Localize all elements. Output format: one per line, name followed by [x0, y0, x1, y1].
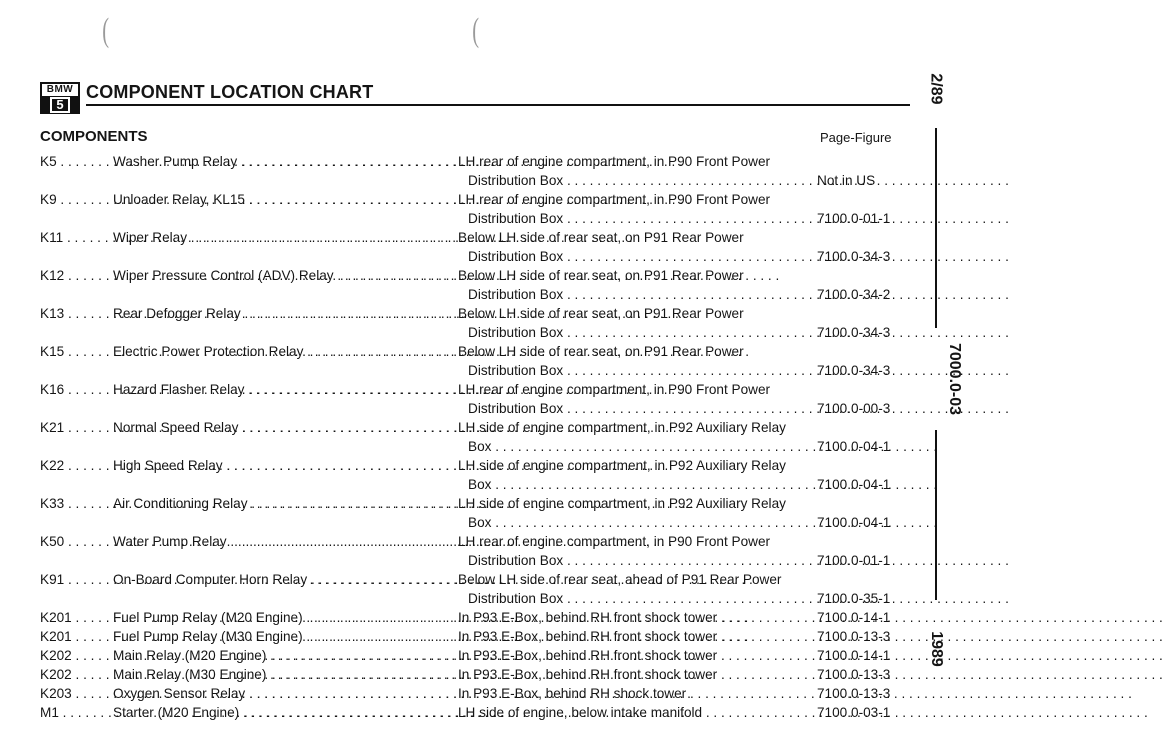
- component-location-cont: Box . . .: [468, 437, 814, 456]
- component-code: M1 . . .: [40, 703, 112, 722]
- component-location: LH side of engine compartment, in P92 Auxiliary Relay: [458, 496, 786, 511]
- table-row: [40, 646, 910, 665]
- page-title: COMPONENT LOCATION CHART: [86, 82, 374, 102]
- logo-top-text: BMW: [40, 82, 80, 98]
- component-code: K203 . . .: [40, 684, 112, 703]
- table-row: [40, 304, 910, 342]
- logo-bottom-text: 5: [50, 97, 70, 113]
- component-location-cont: Distribution Box . . .: [468, 551, 814, 570]
- page-figure: 7100.0-34-2: [817, 287, 891, 302]
- component-name: Unloader Relay, KL15 . . .: [113, 190, 449, 209]
- components-heading: COMPONENTS: [40, 128, 148, 145]
- component-name: Normal Speed Relay . . .: [113, 418, 449, 437]
- component-location: LH rear of engine compartment, in P90 Front Power: [458, 154, 771, 169]
- component-location: In P93 E-Box, behind RH front shock tower . . .: [458, 608, 814, 627]
- component-location: Below LH side of rear seat, on P91 Rear Power: [458, 344, 744, 359]
- table-row: [40, 627, 910, 646]
- component-name: Wiper Pressure Control (ADV) Relay . . .: [113, 266, 449, 285]
- component-name: Wiper Relay . . .: [113, 228, 449, 247]
- page-figure: 7100.0-14-1: [817, 648, 891, 663]
- page-figure: 7100.0-14-1: [817, 610, 891, 625]
- component-location-cont: Distribution Box . . .: [468, 399, 814, 418]
- side-date: 2/89: [927, 73, 945, 105]
- component-name: Water Pump Relay . . .: [113, 532, 449, 551]
- component-location: LH rear of engine compartment, in P90 Front Power: [458, 534, 771, 549]
- page-figure: Not in US: [817, 173, 876, 188]
- component-location-cont: Distribution Box . . .: [468, 171, 814, 190]
- component-code: K5 . . .: [40, 152, 112, 171]
- table-row: [40, 684, 910, 703]
- component-location: Below LH side of rear seat, on P91 Rear Power: [458, 306, 744, 321]
- component-code: K12 . . .: [40, 266, 112, 285]
- page-figure: 7100.0-13-3: [817, 629, 891, 644]
- component-name: Fuel Pump Relay (M20 Engine) . . .: [113, 608, 449, 627]
- page-figure: 7100.0-04-1: [817, 477, 891, 492]
- bmw-5-logo: [40, 82, 80, 114]
- table-row: [40, 228, 910, 266]
- component-name: Fuel Pump Relay (M30 Engine) . . .: [113, 627, 449, 646]
- component-location: Below LH side of rear seat, on P91 Rear Power: [458, 268, 744, 283]
- component-location-cont: Distribution Box . . .: [468, 209, 814, 228]
- component-code: K15 . . .: [40, 342, 112, 361]
- page-figure: 7100.0-34-3: [817, 325, 891, 340]
- component-location-cont: Distribution Box . . .: [468, 285, 814, 304]
- component-name: Electric Power Protection Relay . . .: [113, 342, 449, 361]
- component-code: K201 . . .: [40, 627, 112, 646]
- table-row: [40, 456, 910, 494]
- page-figure: 7100.0-04-1: [817, 439, 891, 454]
- component-code: K201 . . .: [40, 608, 112, 627]
- page-figure: 7100.0-00-3: [817, 401, 891, 416]
- side-rule: [935, 128, 937, 328]
- component-location: Below LH side of rear seat, on P91 Rear Power: [458, 230, 744, 245]
- component-location-cont: Distribution Box . . .: [468, 323, 814, 342]
- side-section: 7000.0-03: [946, 342, 964, 416]
- component-code: K16 . . .: [40, 380, 112, 399]
- component-code: K202 . . .: [40, 665, 112, 684]
- title-rule: [86, 104, 910, 106]
- page-figure: 7100.0-13-3: [817, 667, 891, 682]
- component-code: K21 . . .: [40, 418, 112, 437]
- component-location-cont: Distribution Box . . .: [468, 589, 814, 608]
- side-margin: [918, 73, 964, 700]
- component-code: K22 . . .: [40, 456, 112, 475]
- component-name: Starter (M20 Engine) . . .: [113, 703, 449, 722]
- page-figure: 7100.0-34-3: [817, 363, 891, 378]
- component-location: In P93 E-Box, behind RH front shock tower . . .: [458, 665, 814, 684]
- table-row: [40, 266, 910, 304]
- component-location: Below LH side of rear seat, ahead of P91 Rear Power: [458, 572, 782, 587]
- component-location: In P93 E-Box, behind RH front shock tower . . .: [458, 627, 814, 646]
- page-figure: 7100.0-01-1: [817, 211, 891, 226]
- table-row: [40, 380, 910, 418]
- component-code: K33 . . .: [40, 494, 112, 513]
- table-row: [40, 608, 910, 627]
- component-name: Washer Pump Relay . . .: [113, 152, 449, 171]
- table-row: [40, 703, 910, 722]
- component-name: High Speed Relay . . .: [113, 456, 449, 475]
- component-location: LH side of engine, below intake manifold . . .: [458, 703, 814, 722]
- component-name: Air Conditioning Relay . . .: [113, 494, 449, 513]
- table-row: [40, 152, 910, 190]
- component-code: K202 . . .: [40, 646, 112, 665]
- page-figure: 7100.0-01-1: [817, 553, 891, 568]
- component-name: Oxygen Sensor Relay . . .: [113, 684, 449, 703]
- component-location: LH side of engine compartment, in P92 Auxiliary Relay: [458, 420, 786, 435]
- page-header: [40, 82, 910, 116]
- table-row: [40, 342, 910, 380]
- component-table: [40, 152, 910, 722]
- table-row: [40, 532, 910, 570]
- component-code: K91 . . .: [40, 570, 112, 589]
- component-name: Hazard Flasher Relay . . .: [113, 380, 449, 399]
- component-location-cont: Box . . .: [468, 475, 814, 494]
- scan-mark: (: [472, 12, 480, 49]
- component-code: K50 . . .: [40, 532, 112, 551]
- component-location-cont: Box . . .: [468, 513, 814, 532]
- page-figure: 7100.0-04-1: [817, 515, 891, 530]
- component-code: K13 . . .: [40, 304, 112, 323]
- component-location: LH rear of engine compartment, in P90 Front Power: [458, 192, 771, 207]
- table-row: [40, 190, 910, 228]
- page-figure: 7100.0-34-3: [817, 249, 891, 264]
- table-row: [40, 570, 910, 608]
- component-location: In P93 E-Box, behind RH front shock tower . . .: [458, 646, 814, 665]
- component-name: On-Board Computer Horn Relay . . .: [113, 570, 449, 589]
- table-row: [40, 494, 910, 532]
- component-location: LH rear of engine compartment, in P90 Front Power: [458, 382, 771, 397]
- component-name: Rear Defogger Relay . . .: [113, 304, 449, 323]
- table-row: [40, 665, 910, 684]
- page-figure: 7100.0-13-3: [817, 686, 891, 701]
- component-location-cont: Distribution Box . . .: [468, 361, 814, 380]
- page-figure: 7100.0-03-1: [817, 705, 891, 720]
- table-row: [40, 418, 910, 456]
- page-figure-heading: Page-Figure: [820, 130, 892, 145]
- component-code: K11 . . .: [40, 228, 112, 247]
- component-location: In P93 E-Box, behind RH shock tower . . .: [458, 684, 814, 703]
- component-name: Main Relay (M20 Engine) . . .: [113, 646, 449, 665]
- page-figure: 7100.0-35-1: [817, 591, 891, 606]
- side-year: 1989: [928, 631, 945, 667]
- component-location-cont: Distribution Box . . .: [468, 247, 814, 266]
- component-location: LH side of engine compartment, in P92 Auxiliary Relay: [458, 458, 786, 473]
- scan-mark: (: [102, 12, 110, 49]
- component-code: K9 . . .: [40, 190, 112, 209]
- component-name: Main Relay (M30 Engine) . . .: [113, 665, 449, 684]
- side-rule: [935, 430, 937, 600]
